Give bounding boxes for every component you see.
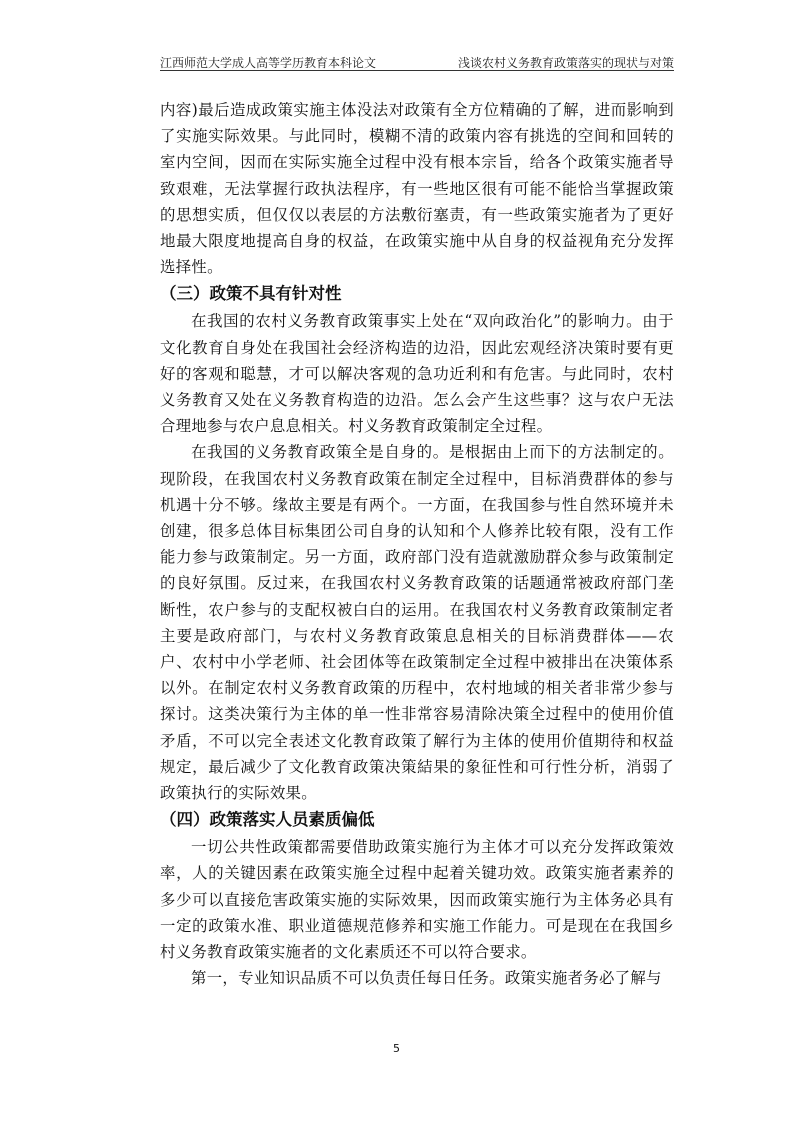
paragraph: 第一，专业知识品质不可以负责任每日任务。政策实施者务必了解与 [191,969,662,988]
header-divider [160,70,674,71]
page-number: 5 [393,1042,400,1055]
paragraph-continued: 内容)最后造成政策实施主体没法对政策有全方位精确的了解，进而影响到了实施实际效果。与此同时，模糊不清的政策内容有挑选的空间和回转的室内空间，因而在实际实施全过程中没有根本宗旨，给各个政策实施者导致艰难，无法掌握行政执法程序，有一些地区很有可能不能恰当掌握政策的思想实质，但仅仅以表层的方法敷衍塞责，有一些政策实施者为了更好地最大限度地提高自身的权益，在政策实施中从自身的权益视角充分发挥选择性。 [160,101,674,277]
paragraph: 在我国的义务教育政策全是自身的。是根据由上而下的方法制定的。现阶段，在我国农村义务教育政策在制定全过程中，目标消费群体的参与机遇十分不够。缘故主要是有两个。一方面，在我国参与性自然环境并未创建，很多总体目标集团公司自身的认知和个人修养比较有限，没有工作能力参与政策制定。另一方面，政府部门没有造就激励群众参与政策制定的良好氛围。反过来，在我国农村义务教育政策的话题通常被政府部门垄断性，农户参与的支配权被白白的运用。在我国农村义务教育政策制定者主要是政府部门，与农村义务教育政策息息相关的目标消费群体——农户、农村中小学老师、社会团体等在政策制定全过程中被排出在决策体系以外。在制定农村义务教育政策的历程中，农村地域的相关者非常少参与探讨。这类决策行为主体的单一性非常容易清除决策全过程中的使用价值矛盾，不可以完全表述文化教育政策了解行为主体的使用价值期待和权益规定，最后减少了文化教育政策决策結果的象征性和可行性分析，消弱了政策执行的实际效果。 [160,443,674,803]
page-header [160,52,674,72]
header-thesis-title: 浅谈农村义务教育政策落实的现状与对策 [457,56,674,70]
page-body [160,97,674,992]
paragraph: 在我国的农村义务教育政策事实上处在“双向政治化”的影响力。由于文化教育自身处在我国社会经济构造的边沿，因此宏观经济决策时要有更好的客观和聪慧，才可以解决客观的急功近利和有危害。与此同时，农村义务教育又处在义务教育构造的边沿。怎么会产生这些事？这与农户无法合理地参与农户息息相关。村义务教育政策制定全过程。 [160,312,674,436]
header-thesis-type: 江西师范大学成人高等学历教育本科论文 [160,56,377,70]
paragraph: 一切公共性政策都需要借助政策实施行为主体才可以充分发挥政策效率，人的关键因素在政策实施全过程中起着关键功效。政策实施者素养的多少可以直接危害政策实施的实际效果，因而政策实施行为主体务必具有一定的政策水准、职业道德规范修养和实施工作能力。可是现在在我国乡村义务教育政策实施者的文化素质还不可以符合要求。 [160,838,674,962]
section-heading-4: （四）政策落实人员素质偏低 [160,810,375,830]
section-heading-3: （三）政策不具有针对性 [160,284,342,304]
